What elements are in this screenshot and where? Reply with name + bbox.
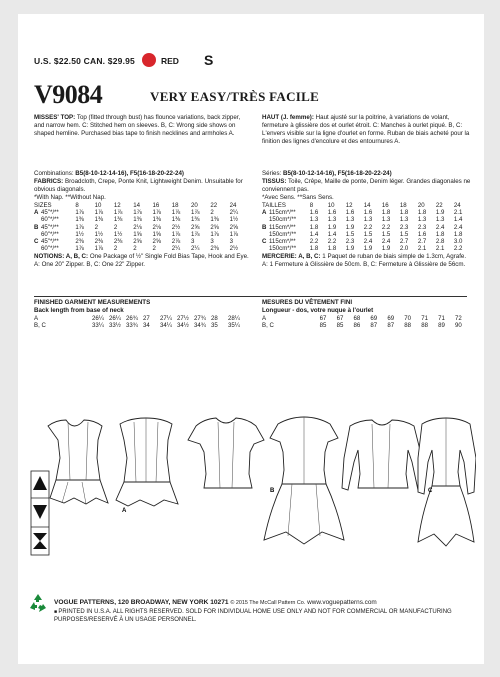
yardage-cell: 2⅞ (171, 238, 181, 246)
yardage-cell: 1⅜ (171, 216, 181, 224)
measurement-row (34, 315, 245, 322)
yardage-cell: 2½ (171, 223, 181, 231)
price-line: U.S. $22.50 CAN. $29.95 (34, 56, 135, 66)
yardage-cell: 1.9 (345, 223, 355, 231)
combinations-label-fr: Séries: (262, 170, 282, 177)
view-b-back-drawing (264, 417, 344, 544)
yardage-row-label (262, 224, 310, 231)
yardage-cell: 2.4 (363, 238, 373, 246)
size-header-cell: 22 (435, 202, 443, 209)
yardage-cell: 1⅜ (75, 216, 84, 224)
notions-lead-fr: MERCERIE: A, B, C: (262, 253, 321, 261)
yardage-row-label (262, 245, 310, 252)
size-header-cell: 16 (152, 202, 160, 209)
yardage-row-label (262, 209, 310, 216)
yardage-cell: 1.3 (381, 216, 391, 224)
yardage-cell: 2.4 (381, 238, 391, 246)
view-b-front-drawing (188, 418, 264, 488)
yardage-row-label (34, 224, 75, 231)
yardage-row-label (34, 245, 75, 252)
measurement-cell: 90 (455, 322, 462, 330)
yardage-cell: 1.5 (399, 230, 409, 238)
notions-lead-en: NOTIONS: A, B, C: (34, 253, 89, 261)
measurement-view-label: A (262, 315, 267, 322)
view-letter: A (262, 209, 267, 217)
yardage-cell: 1½ (94, 230, 104, 238)
measurement-cell: 67 (336, 315, 344, 322)
yardage-cell: 3 (191, 238, 195, 246)
yardage-row (262, 231, 472, 238)
yardage-cell: 1.5 (345, 230, 355, 238)
yardage-cell: 1.9 (363, 245, 373, 253)
yardage-cell: 2.1 (453, 209, 463, 217)
view-c-front-drawing (342, 420, 424, 490)
yardage-cell: 1.3 (345, 216, 355, 224)
yardage-cell: 1⅞ (191, 209, 200, 217)
yardage-cell: 1⅜ (210, 216, 219, 224)
footer-notice (54, 609, 472, 624)
yardage-cell: 1⅞ (152, 209, 161, 217)
yardage-cell: 1.9 (435, 209, 445, 217)
footer-copyright: © 2015 The McCall Pattern Co. (230, 600, 306, 606)
nap-note-fr: *Avec Sens. **Sans Sens. (262, 194, 334, 201)
yardage-cell: 2 (133, 245, 137, 253)
size-header-cell: 12 (113, 202, 121, 209)
footer-company: VOGUE PATTERNS, 120 BROADWAY, NEW YORK 10271 (54, 599, 229, 606)
size-header-cell: 20 (191, 202, 198, 209)
yardage-cell: 1.8 (417, 209, 427, 217)
yardage-cell: 2¼ (171, 245, 181, 253)
measurement-cell: 71 (421, 315, 428, 322)
yardage-cell: 1.6 (309, 209, 319, 217)
yardage-cell: 1.9 (345, 245, 355, 253)
yardage-cell: 1.8 (309, 245, 319, 253)
view-b-label: B (270, 488, 275, 494)
yardage-cell: 1⅜ (152, 216, 161, 224)
view-letter: A (34, 209, 39, 217)
measurement-cell: 88 (421, 322, 428, 330)
yardage-cell: 1.6 (345, 209, 355, 217)
yardage-row-label (262, 231, 310, 238)
size-header-row (262, 202, 472, 209)
yardage-cell: 2.1 (417, 245, 427, 253)
difficulty-label: VERY EASY/TRÈS FACILE (150, 89, 320, 104)
size-header-cell: 10 (94, 202, 102, 209)
yardage-cell: 2 (152, 245, 156, 253)
measurements-french (262, 299, 472, 329)
fabric-width: 115cm*/** (269, 238, 296, 246)
yardage-cell: 2.0 (399, 245, 409, 253)
yardage-cell: 1⅞ (210, 230, 219, 238)
yardage-cell: 2.2 (381, 223, 391, 231)
yardage-cell: 1⅞ (113, 209, 123, 217)
yardage-row (34, 245, 249, 252)
measurement-cell: 27¼ (160, 315, 172, 322)
size-header-cell: 20 (417, 202, 425, 209)
recycle-icon (27, 592, 49, 619)
yardage-cell: 1⅞ (229, 230, 239, 238)
fabrics-english (34, 170, 249, 269)
measurement-cell: 72 (455, 315, 462, 322)
yardage-cell: 2.7 (417, 238, 427, 246)
yardage-cell: 2⅝ (229, 223, 239, 231)
pattern-number: V9084 (34, 80, 103, 109)
yardage-cell: 2.2 (309, 238, 319, 246)
yardage-cell: 1⅝ (152, 230, 161, 238)
measurement-cell: 86 (353, 322, 361, 330)
yardage-cell: 1⅞ (133, 209, 142, 217)
yardage-cell: 2⅛ (152, 223, 161, 231)
yardage-cell: 1.9 (381, 245, 391, 253)
fabric-width: 45"*/** (41, 209, 59, 217)
yardage-cell: 3.0 (453, 238, 463, 246)
yardage-cell: 1.6 (417, 230, 427, 238)
yardage-row (34, 209, 249, 216)
size-header-cell: 24 (453, 202, 461, 209)
measurement-row (34, 322, 245, 329)
yardage-cell: 1.5 (381, 230, 391, 238)
yardage-cell: 1⅞ (75, 209, 84, 217)
yardage-cell: 1.5 (363, 230, 373, 238)
measurements-english (34, 299, 249, 329)
description-english (34, 114, 249, 138)
measurement-cell: 35¼ (228, 322, 240, 330)
yardage-row-label (34, 209, 75, 216)
yardage-row (262, 245, 472, 252)
size-header-cell: 14 (133, 202, 140, 209)
yardage-cell: 2.3 (417, 223, 427, 231)
yardage-cell: 2⅝ (133, 238, 142, 246)
sizes-label: SIZES (34, 202, 52, 209)
yardage-cell: 3 (229, 238, 233, 246)
technical-drawings (26, 340, 476, 555)
measurement-cell: 28 (211, 315, 218, 322)
fabric-width: 45"*/** (41, 223, 59, 231)
yardage-cell: 2¼ (229, 209, 239, 217)
yardage-cell: 2⅝ (152, 238, 161, 246)
yardage-cell: 1.3 (435, 216, 445, 224)
yardage-cell: 2¼ (191, 245, 200, 253)
measurement-view-label: A (34, 315, 39, 322)
yardage-row-label (34, 231, 75, 238)
yardage-row (262, 224, 472, 231)
view-c-back-drawing (418, 418, 476, 546)
yardage-cell: 1.3 (327, 216, 337, 224)
yardage-cell: 1⅝ (133, 230, 142, 238)
view-letter: C (34, 238, 39, 246)
view-a-front-drawing (48, 420, 108, 504)
yardage-cell: 2.4 (435, 223, 445, 231)
yardage-cell: 3 (210, 238, 214, 246)
measurement-row (262, 322, 472, 329)
yardage-cell: 1.3 (363, 216, 373, 224)
measurement-cell: 89 (438, 322, 445, 330)
combinations-en: B5(8-10-12-14-16), F5(16-18-20-22-24) (75, 170, 184, 177)
yardage-row (34, 216, 249, 223)
measurement-cell: 34¾ (194, 322, 206, 330)
measurement-cell: 27½ (177, 315, 189, 322)
combinations-fr: B5(8-10-12-14-16), F5(16-18-20-22-24) (283, 170, 392, 177)
view-a-label: A (122, 508, 127, 514)
yardage-row (34, 238, 249, 245)
yardage-cell: 1.9 (327, 223, 337, 231)
yardage-row-label (34, 216, 75, 223)
yardage-row (262, 209, 472, 216)
fabric-width: 60"*/** (41, 216, 59, 224)
measurements-title-en: FINISHED GARMENT MEASUREMENTS (34, 299, 151, 306)
view-letter: B (34, 223, 39, 231)
description-french (262, 114, 472, 146)
fabric-width: 150cm*/** (269, 245, 297, 253)
yardage-cell: 2 (113, 223, 118, 231)
size-header-row (34, 202, 249, 209)
yardage-cell: 1⅜ (94, 216, 104, 224)
yardage-cell: 2.2 (363, 223, 373, 231)
measurement-cell: 33¼ (92, 322, 104, 330)
yardage-cell: 2.4 (453, 223, 463, 231)
fabrics-text-en: Broadcloth, Crepe, Ponte Knit, Lightweight Denim. Unsuitable for obvious diagonals. (34, 178, 243, 193)
yardage-cell: 1.8 (327, 245, 337, 253)
description-french-lead: HAUT (J. femme): (262, 114, 314, 121)
yardage-cell: 1.3 (309, 216, 319, 224)
yardage-cell: 2.2 (453, 245, 463, 253)
yardage-row (262, 216, 472, 223)
yardage-row (34, 231, 249, 238)
yardage-row-label (34, 238, 75, 245)
size-header-cell: 14 (363, 202, 371, 209)
measurement-cell: 26¼ (92, 315, 104, 322)
footer-notice-text: PRINTED IN U.S.A. ALL RIGHTS RESERVED. SOLD FOR INDIVIDUAL HOME USE ONLY AND NOT FOR COMMERCIAL OR MANUFACTURING PURPOSES/RESERVÉ À UN USAGE PERSONNEL. (54, 609, 452, 623)
measurement-cell: 34¼ (160, 322, 172, 330)
measurements-table-en (34, 315, 245, 329)
yardage-cell: 1⅞ (171, 209, 181, 217)
yardage-row-label (262, 238, 310, 245)
yardage-cell: 2.7 (399, 238, 409, 246)
yardage-cell: 1⅜ (191, 216, 200, 224)
yardage-table-fr (262, 202, 472, 252)
yardage-cell: 1.8 (381, 209, 391, 217)
fabric-width: 115cm*/** (269, 223, 296, 231)
measurement-cell: 69 (370, 315, 378, 322)
size-letter: S (204, 52, 214, 68)
footer-company-line (54, 599, 377, 607)
yardage-cell: 1.8 (453, 230, 463, 238)
yardage-cell: 2 (94, 223, 99, 231)
fabrics-text-fr: Toile, Crêpe, Maille de ponte, Denim léger. Grandes diagonales ne conviennent pas. (262, 178, 471, 193)
description-english-lead: MISSES' TOP: (34, 114, 76, 121)
measurement-cell: 27 (143, 315, 150, 322)
measurement-cell: 27¾ (194, 315, 206, 322)
description-french-text: Haut ajusté sur la poitrine, à variations de volant, fermeture à glissière dos et ourlet étroit. C: Manches à ourlet piqué. B, C: L'envers visible sur la ligne d'ourlet en forme. Ruban de biais acheté pour la finition des lignes d'encolure et des entournures A. (262, 114, 470, 145)
red-dot-icon (142, 53, 156, 67)
fabric-width: 60"*/** (41, 245, 59, 253)
view-a-back-drawing (116, 418, 178, 506)
color-label: RED (161, 56, 179, 66)
fabric-width: 115cm*/** (269, 209, 296, 217)
measurement-cell: 87 (370, 322, 378, 330)
measurement-cell: 33½ (109, 322, 121, 330)
yardage-cell: 1½ (229, 216, 239, 224)
symbol-column (30, 470, 50, 556)
yardage-cell: 2⅜ (113, 238, 123, 246)
yardage-cell: 1⅞ (75, 223, 84, 231)
measurements-table-fr (262, 315, 472, 329)
measurements-subtitle-fr: Longueur - dos, votre nuque à l'ourlet (262, 307, 374, 314)
yardage-cell: 2½ (229, 245, 239, 253)
yardage-cell: 1⅞ (171, 230, 181, 238)
measurement-cell: 67 (319, 315, 327, 322)
measurements-subtitle-en: Back length from base of neck (34, 307, 124, 314)
view-c-label: C (428, 488, 433, 494)
measurement-cell: 71 (438, 315, 445, 322)
fabric-width: 150cm*/** (269, 216, 297, 224)
notions-text-en: One Package of ½" Single Fold Bias Tape, Hook and Eye. A: One 20" Zipper. B, C: One 22" Zipper. (34, 253, 249, 269)
fabrics-lead-en: FABRICS: (34, 178, 64, 185)
yardage-cell: 2 (113, 245, 118, 253)
yardage-cell: 2 (210, 209, 214, 217)
yardage-cell: 2⅜ (210, 245, 219, 253)
yardage-cell: 2.3 (345, 238, 355, 246)
bullet-icon: ■ (54, 609, 59, 615)
size-header-cell: 8 (75, 202, 79, 209)
pattern-envelope-back (18, 14, 484, 664)
measurement-cell: 69 (387, 315, 395, 322)
size-header-cell: 10 (327, 202, 335, 209)
combinations-label-en: Combinations: (34, 170, 74, 177)
measurement-cell: 34 (143, 322, 150, 330)
view-letter: C (262, 238, 267, 246)
measurement-cell: 33¾ (126, 322, 138, 330)
yardage-cell: 1.6 (327, 209, 337, 217)
measurement-cell: 70 (404, 315, 412, 322)
size-header-cell: 8 (309, 202, 314, 209)
measurement-view-label: B, C (262, 322, 274, 330)
fabric-width: 150cm*/** (269, 230, 297, 238)
measurement-row (262, 315, 472, 322)
yardage-row (262, 238, 472, 245)
measurement-cell: 35 (211, 322, 218, 330)
yardage-cell: 1.4 (309, 230, 319, 238)
measurement-cell: 88 (404, 322, 412, 330)
yardage-cell: 1⅜ (133, 216, 142, 224)
yardage-cell: 2⅜ (94, 238, 104, 246)
measurement-view-label: B, C (34, 322, 46, 330)
yardage-cell: 1.8 (435, 230, 445, 238)
size-header-cell: 22 (210, 202, 218, 209)
yardage-cell: 1.8 (399, 209, 409, 217)
size-header-cell: 18 (171, 202, 179, 209)
yardage-cell: 2⅛ (133, 223, 142, 231)
yardage-cell: 2.1 (435, 245, 445, 253)
size-header-cell: 24 (229, 202, 237, 209)
sizes-label: TAILLES (262, 202, 286, 209)
measurement-cell: 85 (336, 322, 344, 330)
measurement-cell: 87 (387, 322, 395, 330)
yardage-table-en (34, 202, 249, 252)
description-english-text: Top (fitted through bust) has flounce variations, back zipper, and narrow hem. C: Stitched hem on sleeves. B, C: Wrong side shows on shaped hemline. Purchased bias tape to finish necklines and armholes A. (34, 114, 241, 137)
fabric-width: 45"*/** (41, 238, 59, 246)
nap-note-en: *With Nap. **Without Nap. (34, 194, 106, 201)
yardage-cell: 1.8 (309, 223, 319, 231)
fabric-width: 60"*/** (41, 230, 59, 238)
yardage-cell: 1½ (75, 230, 84, 238)
measurement-cell: 34½ (177, 322, 189, 330)
yardage-cell: 1⅞ (75, 245, 84, 253)
yardage-cell: 2.3 (399, 223, 409, 231)
measurement-cell: 26¼ (109, 315, 121, 322)
measurement-cell: 68 (353, 315, 361, 322)
yardage-cell: 1½ (113, 230, 123, 238)
measurement-cell: 26¾ (126, 315, 138, 322)
yardage-cell: 2⅜ (75, 238, 84, 246)
yardage-cell: 1.6 (363, 209, 373, 217)
measurement-cell: 85 (319, 322, 327, 330)
notions-text-fr: 1 Paquet de ruban de biais simple de 1.3cm, Agrafe. A: 1 Fermeture à Glissière de 50cm. B, C: Fermeture à Glissière de 56cm. (262, 253, 467, 269)
yardage-cell: 1.3 (417, 216, 427, 224)
yardage-cell: 1.4 (327, 230, 337, 238)
yardage-cell: 1.3 (399, 216, 409, 224)
size-header-cell: 16 (381, 202, 389, 209)
yardage-row-label (262, 216, 310, 223)
yardage-cell: 1.4 (453, 216, 463, 224)
fabrics-lead-fr: TISSUS: (262, 178, 287, 185)
size-header-cell: 12 (345, 202, 353, 209)
footer-website: www.voguepatterns.com (307, 599, 377, 606)
yardage-cell: 1⅞ (94, 209, 104, 217)
size-header-cell: 18 (399, 202, 407, 209)
fabrics-french (262, 170, 472, 269)
measurement-cell: 28¼ (228, 315, 240, 322)
yardage-cell: 2⅝ (210, 223, 219, 231)
yardage-cell: 1⅜ (113, 216, 123, 224)
view-letter: B (262, 223, 267, 231)
yardage-row (34, 224, 249, 231)
section-divider (34, 296, 467, 297)
measurements-title-fr: MESURES DU VÊTEMENT FINI (262, 299, 353, 306)
yardage-cell: 1⅞ (94, 245, 104, 253)
yardage-cell: 2⅝ (191, 223, 200, 231)
yardage-cell: 2.2 (327, 238, 337, 246)
yardage-cell: 2.8 (435, 238, 445, 246)
yardage-cell: 1⅞ (191, 230, 200, 238)
